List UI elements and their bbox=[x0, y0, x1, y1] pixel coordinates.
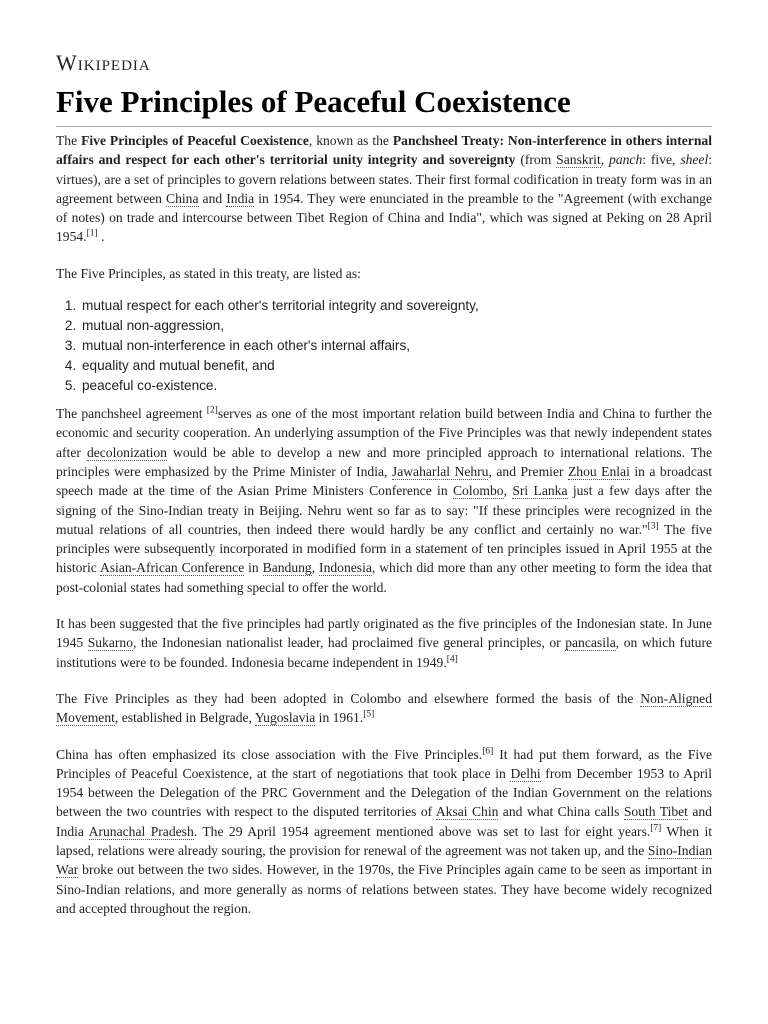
wikipedia-logo[interactable]: Wikipedia bbox=[56, 50, 151, 75]
link-zhou-enlai[interactable]: Zhou Enlai bbox=[567, 463, 630, 479]
citation-2[interactable]: [2] bbox=[206, 405, 218, 416]
citation-6[interactable]: [6] bbox=[482, 746, 494, 756]
list-item: 1. mutual respect for each other's territorial integrity and sovereignty, bbox=[80, 296, 712, 316]
citation-4[interactable]: [4] bbox=[446, 654, 458, 665]
link-sanskrit[interactable]: Sanskrit bbox=[556, 152, 601, 168]
non-aligned-paragraph: The Five Principles as they had been adopted in Colombo and elsewhere formed the basis of the Non-Aligned Movement, established in Belgrade, Yugoslavia in 1961.[5] bbox=[56, 690, 712, 726]
citation-5[interactable]: [5] bbox=[363, 709, 375, 720]
link-sino-indian-war[interactable]: Sino-Indian War bbox=[56, 843, 712, 878]
list-item: 4. equality and mutual benefit, and bbox=[80, 356, 712, 376]
china-paragraph: China has often emphasized its close association with the Five Principles.[6] It had put them forward, as the Five Principles of Peaceful Coexistence, at the start of negotiations that took place in Delhi from December 1953 to April 1954 between the Delegation of the PRC Government and the Delegation of the Indian Government on the relations between the two countries with respect to the disputed territories of Aksai Chin and what China calls South Tibet and India Arunachal Pradesh. The 29 April 1954 agreement mentioned above was set to last for eight years.[7] When it lapsed, relations were already souring, the provision for renewal of the agreement was not taken up, and the Sino-Indian War broke out between the two sides. However, in the 1970s, the Five Principles again came to be seen as important in Sino-Indian relations, and more generally as norms of relations between states. They have become widely recognized and accepted throughout the region. bbox=[56, 746, 713, 916]
list-item: 5. peaceful co-existence. bbox=[80, 376, 712, 396]
link-pancasila[interactable]: pancasila bbox=[565, 635, 616, 651]
citation-7[interactable]: [7] bbox=[650, 823, 662, 834]
citation-1[interactable]: [1] bbox=[86, 228, 98, 239]
principles-list bbox=[56, 296, 712, 396]
link-nehru[interactable]: Jawaharlal Nehru bbox=[391, 463, 489, 479]
list-item: 2. mutual non-aggression, bbox=[80, 316, 712, 336]
citation-3[interactable]: [3] bbox=[647, 521, 659, 532]
link-yugoslavia[interactable]: Yugoslavia bbox=[254, 710, 316, 726]
link-sri-lanka[interactable]: Sri Lanka bbox=[512, 483, 568, 499]
link-bandung[interactable]: Bandung bbox=[262, 560, 312, 576]
link-indonesia[interactable]: Indonesia bbox=[319, 560, 372, 576]
list-item: 3. mutual non-interference in each other's internal affairs, bbox=[80, 336, 712, 356]
link-south-tibet[interactable]: South Tibet bbox=[623, 804, 688, 820]
intro-paragraph: The Five Principles of Peaceful Coexistence, known as the Panchsheel Treaty: Non-interference in others internal affairs and respect for each other's territorial unity integrity and sovereignty (from Sanskrit, panch: five, sheel: virtues), are a set of principles to govern relations between states. Their first formal codification in treaty form was in an agreement between China and India in 1954. They were enunciated in the preamble to the "Agreement (with exchange of notes) on trade and intercourse between Tibet Region of China and India", which was signed at Peking on 28 April 1954.[1] . bbox=[56, 133, 713, 245]
link-delhi[interactable]: Delhi bbox=[510, 765, 541, 781]
bold-term: Panchsheel Treaty: Non-interference in others internal affairs and respect for each other's territorial unity integrity and sovereignty bbox=[56, 133, 712, 168]
page-title: Five Principles of Peaceful Coexistence bbox=[56, 84, 712, 127]
bold-term: Five Principles of Peaceful Coexistence bbox=[81, 133, 309, 148]
link-decolonization[interactable]: decolonization bbox=[86, 444, 167, 460]
link-india[interactable]: India bbox=[226, 190, 255, 206]
link-asian-african-conference[interactable]: Asian-African Conference bbox=[99, 560, 245, 576]
link-non-aligned-movement[interactable]: Non-Aligned Movement bbox=[56, 690, 712, 726]
link-china[interactable]: China bbox=[166, 190, 199, 206]
link-colombo[interactable]: Colombo bbox=[452, 483, 504, 499]
article-body bbox=[56, 131, 712, 935]
link-aksai-chin[interactable]: Aksai Chin bbox=[435, 804, 499, 820]
list-intro-paragraph: The Five Principles, as stated in this treaty, are listed as: bbox=[56, 265, 361, 281]
link-sukarno[interactable]: Sukarno bbox=[87, 635, 134, 651]
indonesia-paragraph: It has been suggested that the five principles had partly originated as the five principles of the Indonesian state. In June 1945 Sukarno, the Indonesian nationalist leader, had proclaimed five general principles, or pancasila, on which future institutions were to be founded. Indonesia became independent in 1949.[4] bbox=[56, 616, 713, 670]
panchsheel-paragraph: The panchsheel agreement [2]serves as one of the most important relation build between India and China to further the economic and security cooperation. An underlying assumption of the Five Principles was that newly independent states after decolonization would be able to develop a new and more principled approach to international relations. The principles were emphasized by the Prime Minister of India, Jawaharlal Nehru, and Premier Zhou Enlai in a broadcast speech made at the time of the Asian Prime Ministers Conference in Colombo, Sri Lanka just a few days after the signing of the Sino-Indian treaty in Beijing. Nehru went so far as to say: "If these principles were recognized in the mutual relations of all countries, then indeed there would hardly be any conflict and certainly no war."[3] The five principles were subsequently incorporated in modified form in a statement of ten principles issued in April 1955 at the historic Asian-African Conference in Bandung, Indonesia, which did more than any other meeting to form the idea that post-colonial states had something special to offer the world. bbox=[56, 405, 713, 595]
link-arunachal-pradesh[interactable]: Arunachal Pradesh bbox=[88, 823, 194, 839]
